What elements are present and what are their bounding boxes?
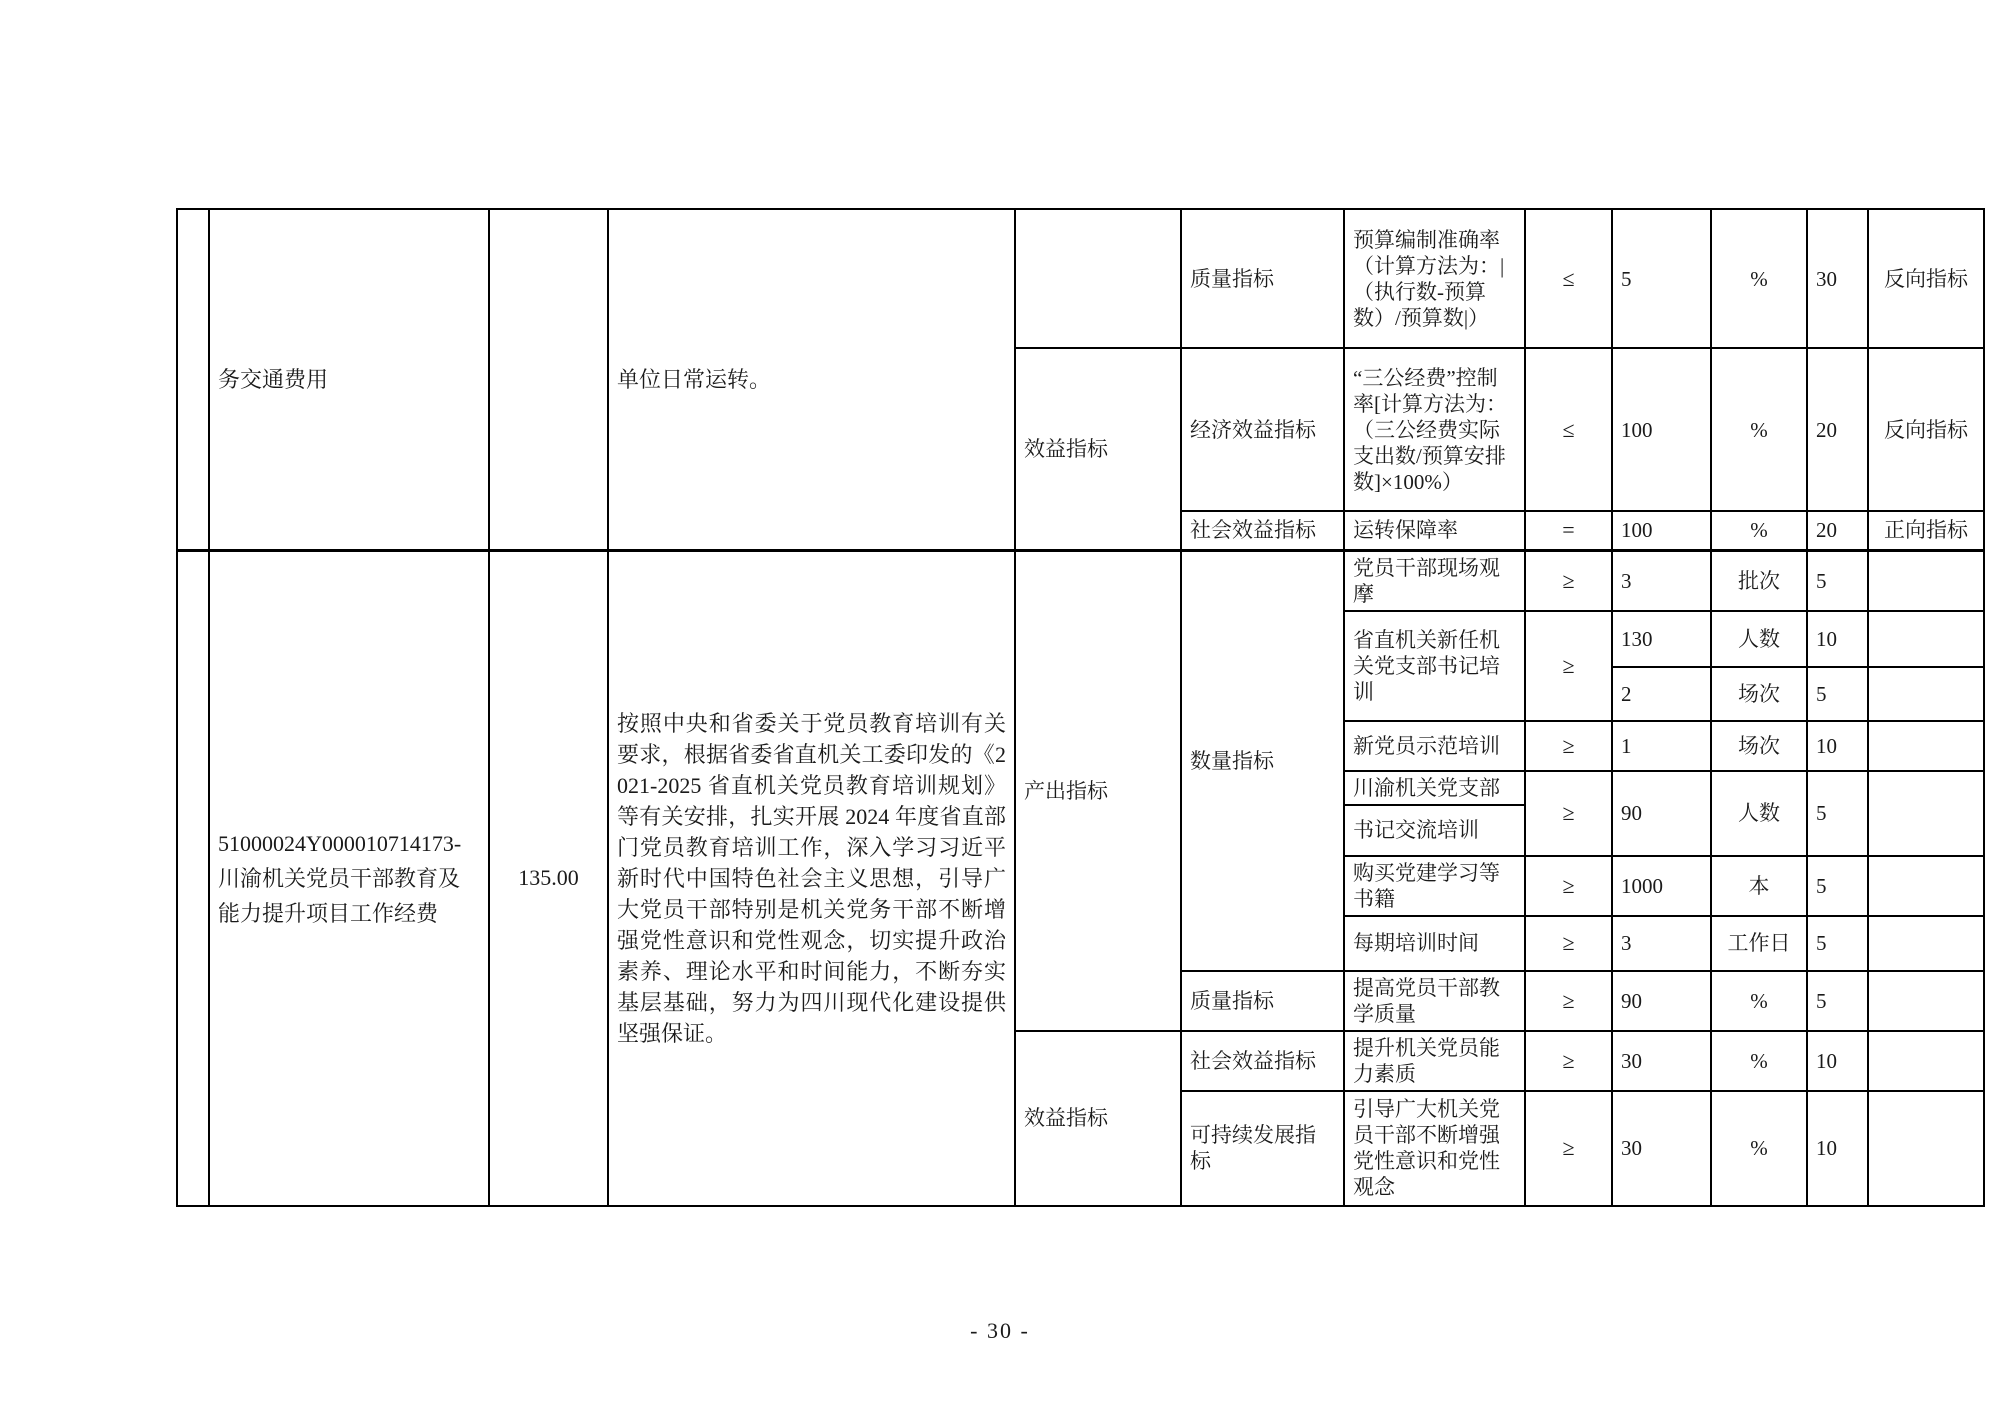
project2-code-name: 51000024Y000010714173-川渝机关党员干部教育及能力提升项目工作经费 (209, 550, 489, 1206)
project2-q1-operator: ≥ (1525, 550, 1612, 611)
project1-name-tail: 务交通费用 (209, 209, 489, 550)
project2-quality-weight: 5 (1807, 971, 1868, 1031)
project1-quality-level2: 质量指标 (1181, 209, 1344, 348)
project2-q2a-direction-empty (1868, 611, 1984, 667)
project1-social-unit: % (1711, 511, 1807, 550)
project1-social-indicator-name: 运转保障率 (1344, 511, 1525, 550)
project2-social-weight: 10 (1807, 1031, 1868, 1091)
project2-q6-unit: 工作日 (1711, 916, 1807, 971)
project2-sustain-indicator-name: 引导广大机关党员干部不断增强党性意识和党性观念 (1344, 1091, 1525, 1206)
project2-social-unit: % (1711, 1031, 1807, 1091)
project2-q5-indicator-name: 购买党建学习等书籍 (1344, 856, 1525, 916)
project2-q2b-weight: 5 (1807, 667, 1868, 721)
project2-q5-operator: ≥ (1525, 856, 1612, 916)
project2-q3-operator: ≥ (1525, 721, 1612, 771)
project2-q2b-direction-empty (1868, 667, 1984, 721)
project1-social-weight: 20 (1807, 511, 1868, 550)
project1-economic-indicator-name: “三公经费”控制率[计算方法为：（三公经费实际支出数/预算安排数]×100%） (1344, 348, 1525, 511)
project2-quality-unit: % (1711, 971, 1807, 1031)
project2-sustain-operator: ≥ (1525, 1091, 1612, 1206)
project2-q1-indicator-name: 党员干部现场观摩 (1344, 550, 1525, 611)
project2-q2-indicator-name: 省直机关新任机关党支部书记培训 (1344, 611, 1525, 721)
project1-economic-operator: ≤ (1525, 348, 1612, 511)
project2-q5-unit: 本 (1711, 856, 1807, 916)
project2-benefit-level1: 效益指标 (1015, 1031, 1181, 1206)
project2-q5-value: 1000 (1612, 856, 1711, 916)
project2-q2a-weight: 10 (1807, 611, 1868, 667)
project2-social-direction-empty (1868, 1031, 1984, 1091)
project1-benefit-level1: 效益指标 (1015, 348, 1181, 550)
project2-quality-indicator-name: 提高党员干部教学质量 (1344, 971, 1525, 1031)
project2-q4-unit: 人数 (1711, 771, 1807, 856)
project2-q6-direction-empty (1868, 916, 1984, 971)
project2-q3-direction-empty (1868, 721, 1984, 771)
project1-quality-weight: 30 (1807, 209, 1868, 348)
project2-amount: 135.00 (489, 550, 608, 1206)
project2-q3-unit: 场次 (1711, 721, 1807, 771)
project1-quality-indicator-name: 预算编制准确率（计算方法为：|（执行数-预算数）/预算数|） (1344, 209, 1525, 348)
project2-q4-indicator-name-line1: 川渝机关党支部 (1344, 771, 1525, 805)
performance-indicators-table (176, 208, 1985, 1207)
project2-quantity-level2: 数量指标 (1181, 550, 1344, 971)
project2-sustain-weight: 10 (1807, 1091, 1868, 1206)
project2-q4-direction-empty (1868, 771, 1984, 856)
project1-amount-cell-empty (489, 209, 608, 550)
project2-social-operator: ≥ (1525, 1031, 1612, 1091)
project2-sustain-direction-empty (1868, 1091, 1984, 1206)
project2-q4-operator: ≥ (1525, 771, 1612, 856)
project1-quality-operator: ≤ (1525, 209, 1612, 348)
project2-q3-value: 1 (1612, 721, 1711, 771)
project1-economic-direction: 反向指标 (1868, 348, 1984, 511)
project2-quality-operator: ≥ (1525, 971, 1612, 1031)
project1-economic-value: 100 (1612, 348, 1711, 511)
project2-sustain-unit: % (1711, 1091, 1807, 1206)
project2-q6-value: 3 (1612, 916, 1711, 971)
project1-quality-direction: 反向指标 (1868, 209, 1984, 348)
project2-q1-direction-empty (1868, 550, 1984, 611)
page-number: - 30 - (970, 1318, 1030, 1343)
project2-q2b-value: 2 (1612, 667, 1711, 721)
project2-q2a-value: 130 (1612, 611, 1711, 667)
project1-description-tail: 单位日常运转。 (608, 209, 1015, 550)
project2-social-level2: 社会效益指标 (1181, 1031, 1344, 1091)
project1-level1-continuation-empty (1015, 209, 1181, 348)
project2-q2b-unit: 场次 (1711, 667, 1807, 721)
project2-sustain-level2: 可持续发展指标 (1181, 1091, 1344, 1206)
project2-q6-indicator-name: 每期培训时间 (1344, 916, 1525, 971)
project1-social-value: 100 (1612, 511, 1711, 550)
project2-quality-direction-empty (1868, 971, 1984, 1031)
index-cell-empty (177, 550, 209, 1206)
project1-economic-level2: 经济效益指标 (1181, 348, 1344, 511)
project2-q6-operator: ≥ (1525, 916, 1612, 971)
project2-social-indicator-name: 提升机关党员能力素质 (1344, 1031, 1525, 1091)
project2-q1-value: 3 (1612, 550, 1711, 611)
project2-q4-value: 90 (1612, 771, 1711, 856)
project2-q1-weight: 5 (1807, 550, 1868, 611)
project2-quality-level2: 质量指标 (1181, 971, 1344, 1031)
project1-economic-weight: 20 (1807, 348, 1868, 511)
project2-q5-direction-empty (1868, 856, 1984, 916)
project2-description: 按照中央和省委关于党员教育培训有关要求，根据省委省直机关工委印发的《2021-2025 省直机关党员教育培训规划》等有关安排，扎实开展 2024 年度省直部门党员教育培训工作，深入学习习近平新时代中国特色社会主义思想，引导广大党员干部特别是机关党务干部不断增强党性意识和党性观念，切实提升政治素养、理论水平和时间能力，不断夯实基层基础，努力为四川现代化建设提供坚强保证。 (608, 550, 1015, 1206)
index-cell-empty (177, 209, 209, 550)
project1-economic-unit: % (1711, 348, 1807, 511)
project2-q3-indicator-name: 新党员示范培训 (1344, 721, 1525, 771)
project2-quality-value: 90 (1612, 971, 1711, 1031)
project2-q4-weight: 5 (1807, 771, 1868, 856)
project2-sustain-value: 30 (1612, 1091, 1711, 1206)
project2-output-level1: 产出指标 (1015, 550, 1181, 1031)
project2-q4-indicator-name-line2: 书记交流培训 (1344, 805, 1525, 856)
project2-q1-unit: 批次 (1711, 550, 1807, 611)
project1-social-level2: 社会效益指标 (1181, 511, 1344, 550)
project2-q3-weight: 10 (1807, 721, 1868, 771)
project2-social-value: 30 (1612, 1031, 1711, 1091)
project1-social-direction: 正向指标 (1868, 511, 1984, 550)
project1-social-operator: = (1525, 511, 1612, 550)
project2-q2-operator: ≥ (1525, 611, 1612, 721)
project2-q6-weight: 5 (1807, 916, 1868, 971)
project1-quality-unit: % (1711, 209, 1807, 348)
project2-q2a-unit: 人数 (1711, 611, 1807, 667)
project2-q5-weight: 5 (1807, 856, 1868, 916)
project1-quality-value: 5 (1612, 209, 1711, 348)
